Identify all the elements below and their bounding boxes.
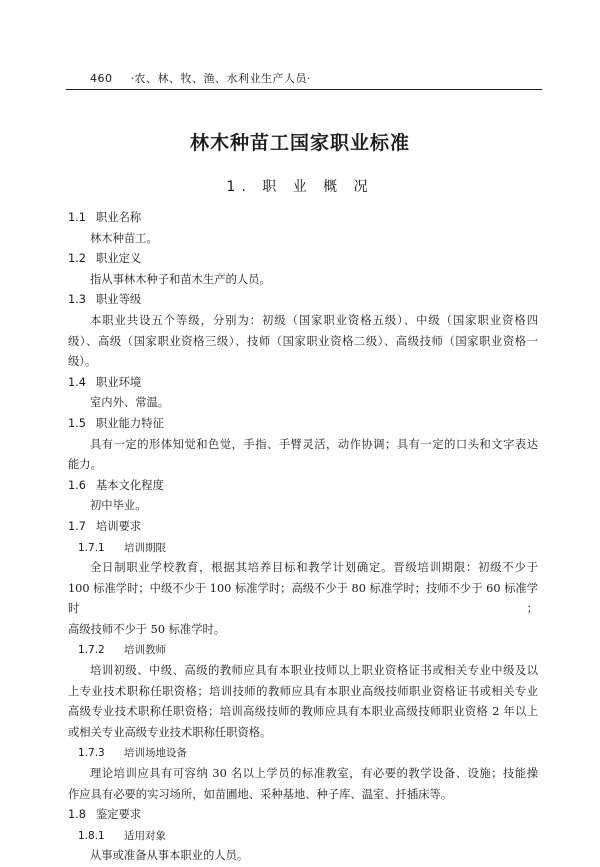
header-rule [66,89,542,90]
paragraph-continuation: 100 标准学时；中级不少于 100 标准学时；高级不少于 80 标准学时；技师不少于 60 标准学时； [68,581,538,616]
paragraph-line: 指从事林木种子和苗木生产的人员。 [90,272,271,286]
running-header [90,70,311,86]
subheading-text: 培训场地设备 [124,747,187,760]
paragraph-line: 全日制职业学校教育，根据其培养目标和教学计划确定。晋级培训期限：初级不少于 [90,561,538,575]
subsection-heading [68,743,538,764]
heading-number: 1.4 [68,375,86,389]
subheading-text: 培训教师 [124,644,166,657]
section-heading [68,208,538,229]
heading-number: 1.1 [68,211,86,224]
paragraph-continuation: 级）。 [68,355,97,369]
heading-text: 职业名称 [96,211,142,224]
paragraph-continuation: 级）、高级（国家职业资格三级）、技师（国家职业资格二级）、高级技师（国家职业资格一 [68,334,538,348]
paragraph-line: 林木种苗工。 [90,231,158,245]
document-body [68,208,538,867]
section-heading [68,805,538,826]
heading-text: 培训要求 [96,519,142,533]
heading-text: 职业能力特征 [96,416,164,430]
heading-number: 1.2 [68,252,86,266]
subsection-heading [68,640,538,661]
subheading-text: 适用对象 [124,829,166,842]
paragraph-line: 初中毕业。 [90,499,147,513]
paragraph-line: 室内外、常温。 [90,396,170,410]
paragraph-continuation: 高级专业技术职称任职资格；培训高级技师的教师应具有本职业高级技师职业资格 2 年以上 [68,705,538,719]
paragraph-continuation: 能力。 [68,458,102,472]
paragraph-continuation: 作应具有必要的实习场所，如苗圃地、采种基地、种子库、温室、扦插床等。 [68,787,453,801]
paragraph-continuation: 或相关专业高级专业技术职称任职资格。 [68,725,272,739]
section-heading [68,290,538,311]
subheading-number: 1.7.2 [78,644,105,657]
paragraph-line: 具有一定的形体知觉和色觉，手指、手臂灵活，动作协调；具有一定的口头和文字表达 [90,437,538,451]
heading-number: 1.7 [68,519,86,533]
heading-number: 1.6 [68,478,86,492]
section-title: 1. 职 业 概 况 [226,179,374,195]
subheading-text: 培训期限 [124,541,166,554]
paragraph-line: 从事或准备从事本职业的人员。 [90,849,249,863]
running-title: ·农、林、牧、渔、水利业生产人员· [130,72,311,85]
heading-text: 基本文化程度 [96,478,164,492]
heading-text: 职业等级 [96,293,142,307]
subsection-heading [68,538,538,559]
section-heading [68,414,538,435]
paragraph-line: 本职业共设五个等级，分别为：初级（国家职业资格五级）、中级（国家职业资格四 [90,313,538,327]
section-heading [68,476,538,497]
document-title: 林木种苗工国家职业标准 [189,132,410,154]
heading-number: 1.3 [68,293,86,307]
subheading-number: 1.7.1 [78,541,105,554]
subheading-number: 1.8.1 [78,829,105,842]
heading-text: 职业定义 [96,252,142,266]
paragraph-line: 理论培训应具有可容纳 30 名以上学员的标准教室，有必要的教学设备、设施；技能操 [90,767,538,781]
paragraph-line: 培训初级、中级、高级的教师应具有本职业技师以上职业资格证书或相关专业中级及以 [90,664,538,678]
section-heading [68,249,538,270]
section-heading [68,517,538,538]
heading-text: 职业环境 [96,375,142,389]
heading-text: 鉴定要求 [96,808,142,822]
section-heading [68,373,538,394]
subsection-heading [68,826,538,847]
heading-number: 1.8 [68,808,86,822]
page-number: 460 [90,72,113,85]
paragraph-continuation: 上专业技术职称任职资格；培训技师的教师应具有本职业高级技师职业资格证书或相关专业 [68,684,538,698]
subheading-number: 1.7.3 [78,747,105,760]
heading-number: 1.5 [68,416,86,430]
paragraph-continuation: 高级技师不少于 50 标准学时。 [68,622,226,636]
